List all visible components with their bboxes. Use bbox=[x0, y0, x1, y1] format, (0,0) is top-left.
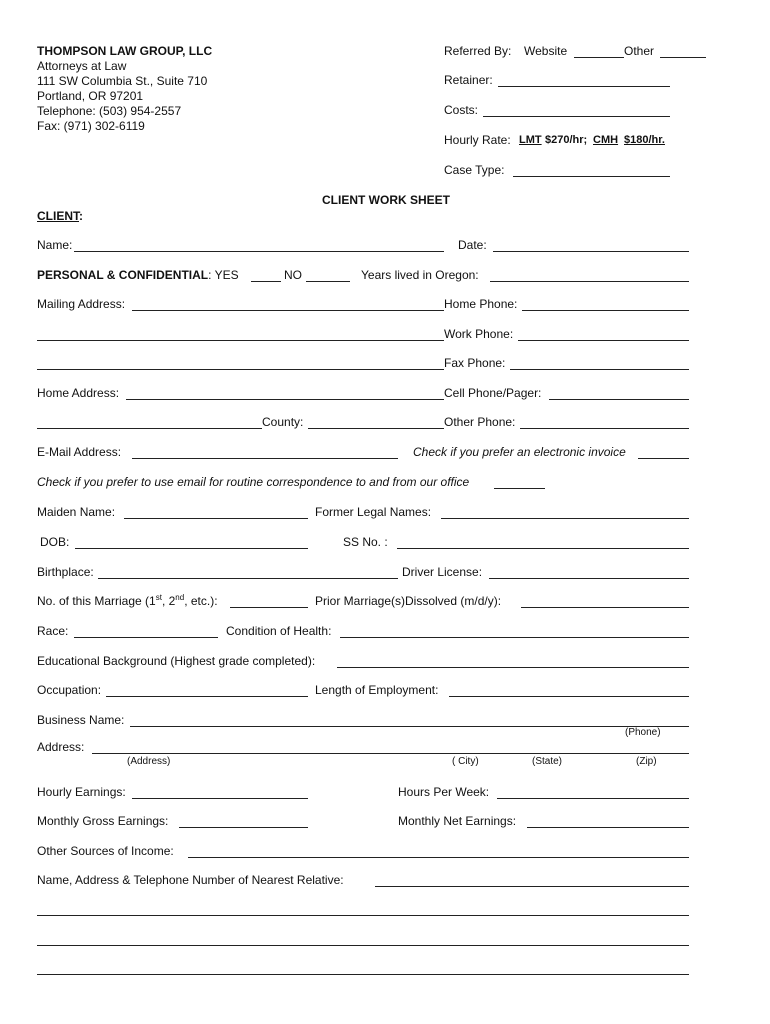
length-employment-label: Length of Employment: bbox=[315, 683, 439, 697]
email-correspondence-label: Check if you prefer to use email for routine correspondence to and from our office bbox=[37, 475, 470, 489]
firm-subtitle: Attorneys at Law bbox=[37, 59, 127, 73]
business-name-field[interactable] bbox=[130, 726, 689, 727]
electronic-invoice-label: Check if you prefer an electronic invoice bbox=[413, 445, 626, 459]
education-field[interactable] bbox=[337, 667, 689, 668]
firm-fax: Fax: (971) 302-6119 bbox=[37, 119, 145, 133]
monthly-gross-field[interactable] bbox=[179, 827, 308, 828]
hourly-rate-label: Hourly Rate: bbox=[444, 133, 511, 147]
hours-per-week-label: Hours Per Week: bbox=[398, 785, 490, 799]
zip-sublabel: (Zip) bbox=[636, 756, 657, 767]
other-income-label: Other Sources of Income: bbox=[37, 844, 174, 858]
referred-by-label: Referred By: bbox=[444, 44, 512, 58]
client-heading-colon: : bbox=[79, 209, 83, 223]
nearest-relative-line4[interactable] bbox=[37, 974, 689, 975]
electronic-invoice-checkbox[interactable] bbox=[638, 458, 689, 459]
website-field[interactable] bbox=[574, 57, 624, 58]
maiden-name-label: Maiden Name: bbox=[37, 505, 116, 519]
email-label: E-Mail Address: bbox=[37, 445, 122, 459]
cell-phone-label: Cell Phone/Pager: bbox=[444, 386, 542, 400]
costs-label: Costs: bbox=[444, 103, 479, 117]
page-title: CLIENT WORK SHEET bbox=[322, 193, 450, 207]
driver-license-label: Driver License: bbox=[402, 565, 483, 579]
occupation-field[interactable] bbox=[106, 696, 308, 697]
yes-label: : YES bbox=[208, 268, 239, 282]
rate-cmh: CMH bbox=[593, 134, 619, 146]
website-label: Website bbox=[524, 44, 568, 58]
home-phone-label: Home Phone: bbox=[444, 297, 518, 311]
retainer-field[interactable] bbox=[498, 86, 670, 87]
prior-marriage-label: Prior Marriage(s)Dissolved (m/d/y): bbox=[315, 594, 502, 608]
occupation-label: Occupation: bbox=[37, 683, 102, 697]
mailing-address-field[interactable] bbox=[132, 310, 444, 311]
rate-lmt: LMT bbox=[519, 134, 542, 146]
client-heading: CLIENT bbox=[37, 209, 79, 223]
prior-marriage-field[interactable] bbox=[521, 607, 689, 608]
length-employment-field[interactable] bbox=[449, 696, 689, 697]
home-address-line2[interactable] bbox=[37, 428, 262, 429]
dob-label: DOB: bbox=[40, 535, 70, 549]
fax-phone-label: Fax Phone: bbox=[444, 356, 506, 370]
health-label: Condition of Health: bbox=[226, 624, 332, 638]
marriage-number-field[interactable] bbox=[230, 607, 308, 608]
nearest-relative-line2[interactable] bbox=[37, 915, 689, 916]
years-oregon-field[interactable] bbox=[490, 281, 689, 282]
work-phone-field[interactable] bbox=[518, 340, 689, 341]
nearest-relative-line3[interactable] bbox=[37, 945, 689, 946]
mailing-address-line3[interactable] bbox=[37, 369, 444, 370]
confidential-row bbox=[37, 268, 239, 282]
retainer-label: Retainer: bbox=[444, 73, 493, 87]
marriage-sup-1: st bbox=[155, 593, 162, 602]
ss-field[interactable] bbox=[397, 548, 689, 549]
date-field[interactable] bbox=[493, 251, 689, 252]
other-phone-field[interactable] bbox=[520, 428, 689, 429]
date-label: Date: bbox=[458, 238, 487, 252]
name-label: Name: bbox=[37, 238, 73, 252]
other-label: Other bbox=[624, 44, 655, 58]
address-sublabel: (Address) bbox=[127, 756, 171, 767]
former-names-label: Former Legal Names: bbox=[315, 505, 432, 519]
hourly-earnings-label: Hourly Earnings: bbox=[37, 785, 126, 799]
former-names-field[interactable] bbox=[441, 518, 689, 519]
race-field[interactable] bbox=[74, 637, 218, 638]
firm-address-line2: Portland, OR 97201 bbox=[37, 89, 144, 103]
dob-field[interactable] bbox=[75, 548, 308, 549]
marriage-number-label bbox=[37, 594, 218, 608]
monthly-net-label: Monthly Net Earnings: bbox=[398, 814, 517, 828]
race-label: Race: bbox=[37, 624, 69, 638]
marriage-sup-2: nd bbox=[175, 593, 185, 602]
birthplace-field[interactable] bbox=[98, 578, 398, 579]
business-name-label: Business Name: bbox=[37, 713, 125, 727]
fax-phone-field[interactable] bbox=[510, 369, 689, 370]
email-field[interactable] bbox=[132, 458, 398, 459]
business-address-field[interactable] bbox=[92, 753, 689, 754]
city-sublabel: ( City) bbox=[452, 756, 479, 767]
name-field[interactable] bbox=[74, 251, 444, 252]
monthly-net-field[interactable] bbox=[527, 827, 689, 828]
marriage-label-c: , etc.): bbox=[184, 594, 218, 608]
costs-field[interactable] bbox=[483, 116, 670, 117]
education-label: Educational Background (Highest grade completed): bbox=[37, 654, 316, 668]
county-label: County: bbox=[262, 415, 304, 429]
work-phone-label: Work Phone: bbox=[444, 327, 514, 341]
hours-per-week-field[interactable] bbox=[497, 798, 689, 799]
client-heading-wrap bbox=[37, 209, 83, 223]
hourly-earnings-field[interactable] bbox=[132, 798, 308, 799]
mailing-address-label: Mailing Address: bbox=[37, 297, 126, 311]
other-income-field[interactable] bbox=[188, 857, 689, 858]
case-type-label: Case Type: bbox=[444, 163, 505, 177]
case-type-field[interactable] bbox=[513, 176, 670, 177]
cell-phone-field[interactable] bbox=[549, 399, 689, 400]
other-phone-label: Other Phone: bbox=[444, 415, 516, 429]
firm-telephone: Telephone: (503) 954-2557 bbox=[37, 104, 182, 118]
home-phone-field[interactable] bbox=[522, 310, 689, 311]
monthly-gross-label: Monthly Gross Earnings: bbox=[37, 814, 169, 828]
driver-license-field[interactable] bbox=[489, 578, 689, 579]
birthplace-label: Birthplace: bbox=[37, 565, 94, 579]
nearest-relative-label: Name, Address & Telephone Number of Nearest Relative: bbox=[37, 873, 344, 887]
no-field[interactable] bbox=[306, 281, 350, 282]
phone-sublabel: (Phone) bbox=[625, 727, 661, 738]
marriage-label-b: , 2 bbox=[161, 594, 176, 608]
rate-lmt-value: $270/hr; bbox=[545, 134, 588, 146]
maiden-name-field[interactable] bbox=[124, 518, 308, 519]
rate-cmh-value: $180/hr. bbox=[624, 134, 665, 146]
email-correspondence-checkbox[interactable] bbox=[494, 488, 545, 489]
firm-address-line1: 111 SW Columbia St., Suite 710 bbox=[37, 74, 208, 88]
ss-label: SS No. : bbox=[343, 535, 388, 549]
home-address-label: Home Address: bbox=[37, 386, 120, 400]
firm-name: THOMPSON LAW GROUP, LLC bbox=[37, 44, 213, 58]
personal-confidential-label: PERSONAL & CONFIDENTIAL bbox=[37, 268, 209, 282]
nearest-relative-field[interactable] bbox=[375, 886, 689, 887]
years-oregon-label: Years lived in Oregon: bbox=[361, 268, 479, 282]
county-field[interactable] bbox=[308, 428, 444, 429]
business-address-label: Address: bbox=[37, 740, 85, 754]
no-label: NO bbox=[284, 268, 302, 282]
other-field[interactable] bbox=[660, 57, 706, 58]
yes-field[interactable] bbox=[251, 281, 281, 282]
home-address-field[interactable] bbox=[126, 399, 444, 400]
mailing-address-line2[interactable] bbox=[37, 340, 444, 341]
state-sublabel: (State) bbox=[532, 756, 563, 767]
health-field[interactable] bbox=[340, 637, 689, 638]
marriage-label-a: No. of this Marriage (1 bbox=[37, 594, 156, 608]
